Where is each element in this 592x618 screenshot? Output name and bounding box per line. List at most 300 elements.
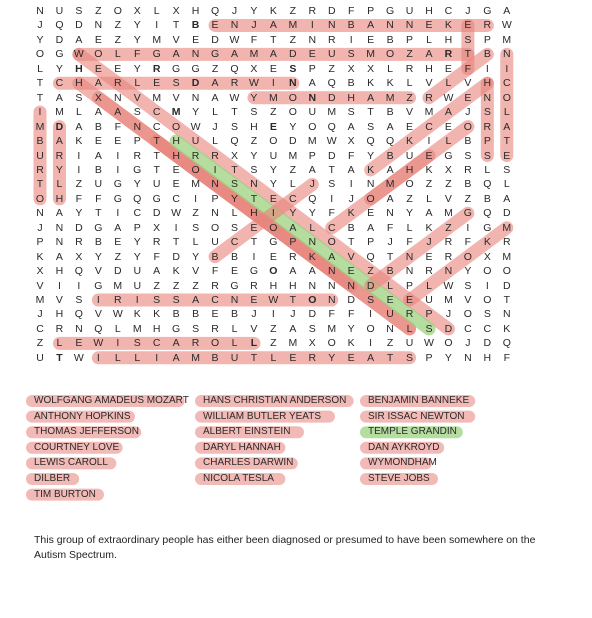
grid-cell: O xyxy=(366,192,375,205)
grid-cell: R xyxy=(211,149,219,162)
grid-cell: D xyxy=(152,207,161,220)
grid-cell: P xyxy=(211,192,219,205)
grid-cell: M xyxy=(385,178,395,191)
grid-cell: F xyxy=(250,33,258,46)
grid-cell: A xyxy=(425,207,433,220)
grid-cell: Z xyxy=(289,5,297,17)
word-list-item: CHARLES DARWIN xyxy=(203,457,294,469)
grid-cell: O xyxy=(269,265,278,278)
grid-cell: W xyxy=(229,91,240,104)
grid-cell: D xyxy=(327,5,336,17)
grid-cell: S xyxy=(192,221,200,234)
grid-cell: E xyxy=(94,33,102,46)
grid-cell: A xyxy=(386,120,394,133)
grid-cell: W xyxy=(248,77,259,90)
grid-cell: N xyxy=(327,265,336,278)
grid-cell: I xyxy=(252,250,256,263)
grid-cell: Y xyxy=(250,91,258,104)
grid-cell: M xyxy=(152,91,162,104)
grid-cell: Y xyxy=(289,207,297,220)
grid-cell: Z xyxy=(464,192,472,205)
grid-cell: Y xyxy=(347,322,355,335)
grid-cell: L xyxy=(153,5,160,17)
grid-cell: N xyxy=(327,19,336,32)
grid-cell: N xyxy=(211,178,219,191)
grid-cell: U xyxy=(405,337,414,350)
grid-cell: U xyxy=(36,149,44,162)
grid-cell: C xyxy=(55,77,64,90)
grid-cell: O xyxy=(463,308,472,321)
grid-cell: J xyxy=(37,19,43,32)
grid-cell: A xyxy=(289,322,297,335)
grid-cell: D xyxy=(327,91,336,104)
grid-cell: T xyxy=(231,163,238,176)
grid-cell: A xyxy=(172,337,180,350)
grid-cell: L xyxy=(309,221,316,234)
grid-cell: T xyxy=(503,135,510,148)
grid-cell: I xyxy=(96,294,100,306)
grid-cell: N xyxy=(386,207,394,220)
grid-cell: I xyxy=(369,337,373,350)
grid-cell: E xyxy=(172,163,180,176)
grid-cell: S xyxy=(289,62,297,75)
word-list-item: NICOLA TESLA xyxy=(203,472,274,484)
grid-cell: B xyxy=(347,19,355,32)
grid-cell: R xyxy=(425,265,433,278)
grid-cell: K xyxy=(36,250,44,263)
grid-cell: J xyxy=(231,5,238,17)
grid-cell: O xyxy=(94,48,103,61)
grid-cell: Z xyxy=(328,62,335,75)
grid-cell: M xyxy=(502,33,512,46)
grid-cell: P xyxy=(289,236,297,249)
grid-cell: S xyxy=(464,279,472,292)
grid-cell: S xyxy=(425,322,433,335)
grid-cell: U xyxy=(327,48,336,61)
grid-cell: A xyxy=(55,91,63,104)
grid-cell: I xyxy=(135,294,139,306)
grid-cell: N xyxy=(405,19,414,32)
grid-cell: L xyxy=(134,77,141,90)
grid-cell: Y xyxy=(308,207,316,220)
grid-cell: F xyxy=(328,207,335,220)
grid-cell: K xyxy=(367,163,375,176)
word-list-item: BENJAMIN BANNEKE xyxy=(368,395,470,406)
grid-cell: S xyxy=(250,163,258,176)
grid-cell: V xyxy=(36,279,44,292)
grid-cell: H xyxy=(269,279,278,292)
grid-cell: H xyxy=(483,351,492,364)
grid-cell: A xyxy=(153,265,161,278)
grid-cell: E xyxy=(464,19,472,32)
grid-cell: F xyxy=(503,351,510,364)
grid-cell: R xyxy=(405,62,414,75)
grid-cell: T xyxy=(36,77,44,90)
grid-cell: D xyxy=(75,221,83,234)
grid-cell: E xyxy=(444,120,452,133)
grid-cell: W xyxy=(443,279,454,292)
grid-cell: Y xyxy=(289,120,297,133)
grid-cell: Z xyxy=(192,207,199,220)
grid-cell: R xyxy=(503,236,511,249)
grid-cell: D xyxy=(191,77,200,90)
grid-cell: F xyxy=(134,48,141,61)
grid-cell: O xyxy=(35,192,45,205)
grid-cell: E xyxy=(386,294,394,306)
grid-cell: Y xyxy=(192,250,200,263)
grid-cell: G xyxy=(463,207,472,220)
grid-cell: Y xyxy=(464,265,472,278)
grid-cell: C xyxy=(36,322,44,335)
grid-cell: X xyxy=(483,250,491,263)
grid-cell: E xyxy=(172,178,180,191)
grid-cell: V xyxy=(94,308,102,321)
grid-cell: Z xyxy=(406,48,413,61)
grid-cell: A xyxy=(75,120,83,133)
grid-cell: W xyxy=(93,337,104,350)
grid-cell: P xyxy=(367,5,375,17)
grid-cell: W xyxy=(171,207,182,220)
grid-cell: A xyxy=(328,250,336,263)
grid-cell: Z xyxy=(289,33,297,46)
grid-cell: A xyxy=(308,77,316,90)
grid-cell: S xyxy=(328,178,336,191)
grid-cell: Y xyxy=(94,250,102,263)
grid-cell: E xyxy=(367,33,375,46)
grid-cell: N xyxy=(386,19,394,32)
grid-cell: W xyxy=(112,308,123,321)
grid-cell: R xyxy=(114,77,122,90)
grid-cell: E xyxy=(211,19,219,32)
grid-cell: C xyxy=(444,5,453,17)
grid-cell: Q xyxy=(74,265,83,278)
grid-cell: O xyxy=(308,294,317,306)
grid-cell: B xyxy=(211,351,219,364)
grid-cell: G xyxy=(133,163,142,176)
grid-cell: G xyxy=(483,5,492,17)
grid-cell: Y xyxy=(269,163,277,176)
grid-cell: V xyxy=(347,250,355,263)
grid-cell: O xyxy=(502,91,511,104)
grid-cell: U xyxy=(55,5,64,17)
grid-cell: D xyxy=(75,19,83,32)
grid-cell: L xyxy=(56,337,63,350)
grid-cell: Z xyxy=(270,337,277,350)
grid-cell: N xyxy=(347,279,355,292)
grid-cell: M xyxy=(385,91,395,104)
grid-cell: L xyxy=(484,163,491,176)
grid-cell: M xyxy=(288,149,298,162)
grid-cell: T xyxy=(231,106,238,119)
grid-cell: M xyxy=(35,120,45,133)
grid-cell: C xyxy=(289,192,297,205)
grid-cell: A xyxy=(230,48,238,61)
grid-cell: G xyxy=(94,221,103,234)
grid-cell: B xyxy=(211,250,219,263)
grid-cell: C xyxy=(464,322,472,335)
grid-cell: L xyxy=(289,178,296,191)
grid-cell: G xyxy=(230,279,239,292)
grid-cell: N xyxy=(327,294,336,306)
grid-cell: Y xyxy=(133,19,141,32)
grid-cell: A xyxy=(55,135,63,148)
grid-cell: R xyxy=(55,322,64,335)
grid-cell: X xyxy=(347,135,355,148)
grid-cell: G xyxy=(172,62,181,75)
grid-cell: V xyxy=(192,265,200,278)
grid-cell: N xyxy=(444,265,453,278)
grid-cell: S xyxy=(192,322,200,335)
grid-cell: U xyxy=(191,135,200,148)
grid-cell: M xyxy=(132,322,142,335)
grid-cell: C xyxy=(152,106,161,119)
grid-cell: Y xyxy=(55,62,63,75)
grid-cell: M xyxy=(366,48,376,61)
grid-cell: T xyxy=(386,250,394,263)
word-list-item: TIM BURTON xyxy=(34,488,96,500)
grid-cell: S xyxy=(464,149,472,162)
grid-cell: F xyxy=(464,236,472,249)
grid-cell: Z xyxy=(114,19,121,32)
grid-cell: K xyxy=(386,77,394,90)
grid-cell: A xyxy=(386,163,394,176)
grid-cell: X xyxy=(347,62,355,75)
grid-cell: I xyxy=(271,77,275,90)
grid-cell: G xyxy=(113,192,122,205)
grid-cell: T xyxy=(56,351,63,364)
grid-cell: F xyxy=(347,149,355,162)
grid-cell: U xyxy=(269,149,278,162)
grid-cell: R xyxy=(211,322,219,335)
grid-cell: L xyxy=(114,322,121,335)
grid-cell: T xyxy=(250,351,258,364)
grid-cell: F xyxy=(347,308,355,321)
grid-cell: Q xyxy=(366,250,375,263)
grid-cell: H xyxy=(75,77,83,90)
grid-cell: Q xyxy=(386,135,395,148)
grid-cell: K xyxy=(133,308,141,321)
grid-cell: U xyxy=(386,308,394,321)
grid-cell: A xyxy=(75,33,83,46)
grid-cell: X xyxy=(367,62,375,75)
grid-cell: H xyxy=(152,322,161,335)
grid-cell: Z xyxy=(406,91,413,104)
grid-cell: C xyxy=(425,120,433,133)
grid-cell: R xyxy=(114,294,122,306)
grid-cell: K xyxy=(425,163,433,176)
grid-cell: S xyxy=(367,120,375,133)
grid-cell: I xyxy=(116,149,120,162)
grid-cell: Z xyxy=(367,265,374,278)
grid-cell: E xyxy=(347,265,355,278)
grid-cell: N xyxy=(464,351,472,364)
grid-cell: U xyxy=(211,236,219,249)
grid-cell: M xyxy=(55,106,64,119)
grid-cell: B xyxy=(230,250,238,263)
grid-cell: U xyxy=(405,149,414,162)
grid-cell: H xyxy=(425,62,433,75)
grid-cell: O xyxy=(463,120,472,133)
grid-cell: R xyxy=(289,250,297,263)
word-list-item: DAN AYKROYD xyxy=(368,441,440,453)
grid-cell: M xyxy=(444,294,453,306)
grid-cell: T xyxy=(386,351,394,364)
grid-cell: U xyxy=(36,351,44,364)
grid-cell: A xyxy=(367,91,375,104)
grid-cell: K xyxy=(308,250,316,263)
grid-cell: I xyxy=(349,178,353,191)
grid-cell: S xyxy=(250,106,258,119)
grid-cell: G xyxy=(269,236,278,249)
grid-cell: N xyxy=(133,120,142,133)
grid-cell: L xyxy=(406,77,413,90)
grid-cell: O xyxy=(463,250,472,263)
grid-cell: O xyxy=(35,48,45,61)
grid-cell: Z xyxy=(153,279,160,292)
grid-cell: B xyxy=(94,236,102,249)
grid-cell: L xyxy=(192,236,199,249)
grid-cell: D xyxy=(444,322,453,335)
grid-cell: Y xyxy=(55,163,63,176)
grid-cell: Z xyxy=(270,106,277,119)
grid-cell: T xyxy=(347,236,355,249)
grid-cell: S xyxy=(230,178,238,191)
grid-cell: V xyxy=(172,91,180,104)
grid-cell: S xyxy=(230,120,238,133)
grid-cell: Z xyxy=(192,279,199,292)
grid-cell: T xyxy=(270,33,277,46)
grid-cell: J xyxy=(251,19,257,32)
grid-cell: G xyxy=(55,48,64,61)
grid-cell: C xyxy=(503,77,511,90)
grid-cell: N xyxy=(503,48,511,61)
grid-cell: K xyxy=(269,5,277,17)
grid-cell: I xyxy=(96,351,100,364)
grid-cell: X xyxy=(94,91,102,104)
grid-cell: J xyxy=(251,308,257,321)
grid-cell: A xyxy=(386,192,394,205)
grid-cell: P xyxy=(483,33,491,46)
grid-cell: P xyxy=(133,135,141,148)
grid-cell: G xyxy=(94,279,103,292)
grid-cell: L xyxy=(212,106,218,119)
grid-cell: I xyxy=(271,308,275,321)
grid-cell: Y xyxy=(406,207,414,220)
grid-cell: C xyxy=(327,221,336,234)
grid-cell: A xyxy=(367,351,375,364)
grid-cell: B xyxy=(386,106,394,119)
grid-cell: B xyxy=(94,163,102,176)
grid-cell: A xyxy=(347,120,355,133)
grid-cell: M xyxy=(191,351,200,364)
grid-cell: S xyxy=(483,308,491,321)
grid-cell: E xyxy=(269,192,277,205)
grid-cell: Q xyxy=(483,207,492,220)
grid-cell: S xyxy=(503,163,511,176)
grid-cell: J xyxy=(465,106,471,119)
grid-cell: U xyxy=(94,178,103,191)
grid-cell: G xyxy=(483,221,492,234)
grid-cell: C xyxy=(172,192,180,205)
grid-cell: U xyxy=(230,351,239,364)
grid-cell: N xyxy=(75,322,83,335)
grid-cell: M xyxy=(327,106,337,119)
grid-cell: A xyxy=(425,48,433,61)
grid-cell: P xyxy=(425,351,433,364)
grid-cell: Q xyxy=(94,322,103,335)
grid-cell: B xyxy=(464,178,472,191)
grid-cell: Q xyxy=(55,19,64,32)
word-list-item: DARYL HANNAH xyxy=(203,441,281,453)
grid-cell: Q xyxy=(74,308,83,321)
grid-cell: U xyxy=(405,5,414,17)
grid-cell: N xyxy=(308,91,317,104)
grid-cell: R xyxy=(191,337,200,350)
grid-cell: M xyxy=(269,91,278,104)
grid-cell: B xyxy=(94,120,102,133)
grid-cell: I xyxy=(174,221,178,234)
grid-cell: E xyxy=(289,351,297,364)
grid-cell: P xyxy=(133,221,141,234)
grid-cell: T xyxy=(367,106,374,119)
grid-cell: O xyxy=(113,5,122,17)
grid-cell: O xyxy=(210,221,220,234)
grid-cell: N xyxy=(308,279,317,292)
grid-cell: D xyxy=(366,279,375,292)
grid-cell: T xyxy=(328,163,335,176)
grid-cell: D xyxy=(114,265,122,278)
grid-cell: T xyxy=(172,19,180,32)
grid-cell: L xyxy=(406,221,413,234)
grid-cell: Y xyxy=(133,250,141,263)
word-list-item: STEVE JOBS xyxy=(368,472,430,484)
grid-cell: Q xyxy=(502,337,511,350)
word-list-item: COURTNEY LOVE xyxy=(34,441,120,453)
grid-cell: J xyxy=(348,192,354,205)
grid-cell: E xyxy=(269,120,277,133)
grid-cell: L xyxy=(231,207,238,220)
grid-cell: S xyxy=(75,294,83,306)
word-list-item: THOMAS JEFFERSON xyxy=(34,426,140,438)
grid-cell: D xyxy=(503,279,511,292)
word-list-item: TEMPLE GRANDIN xyxy=(368,426,457,438)
grid-cell: S xyxy=(347,106,355,119)
grid-cell: C xyxy=(230,236,239,249)
grid-cell: J xyxy=(309,178,315,191)
grid-cell: Y xyxy=(75,207,83,220)
grid-cell: U xyxy=(308,106,317,119)
grid-cell: A xyxy=(55,250,63,263)
grid-cell: W xyxy=(190,120,201,133)
grid-cell: N xyxy=(191,91,200,104)
grid-cell: U xyxy=(133,265,142,278)
grid-cell: D xyxy=(347,294,355,306)
grid-cell: Y xyxy=(133,236,141,249)
grid-cell: C xyxy=(211,294,219,306)
grid-cell: W xyxy=(73,351,84,364)
grid-cell: L xyxy=(270,351,277,364)
word-list-item: LEWIS CAROLL xyxy=(34,457,108,469)
word-list-item: HANS CHRISTIAN ANDERSON xyxy=(203,395,347,406)
grid-cell: K xyxy=(444,19,452,32)
grid-cell: T xyxy=(36,91,44,104)
grid-cell: A xyxy=(269,48,277,61)
grid-cell: V xyxy=(172,33,180,46)
grid-cell: S xyxy=(406,351,414,364)
grid-cell: E xyxy=(269,250,277,263)
grid-cell: V xyxy=(55,294,63,306)
grid-cell: Q xyxy=(327,120,336,133)
